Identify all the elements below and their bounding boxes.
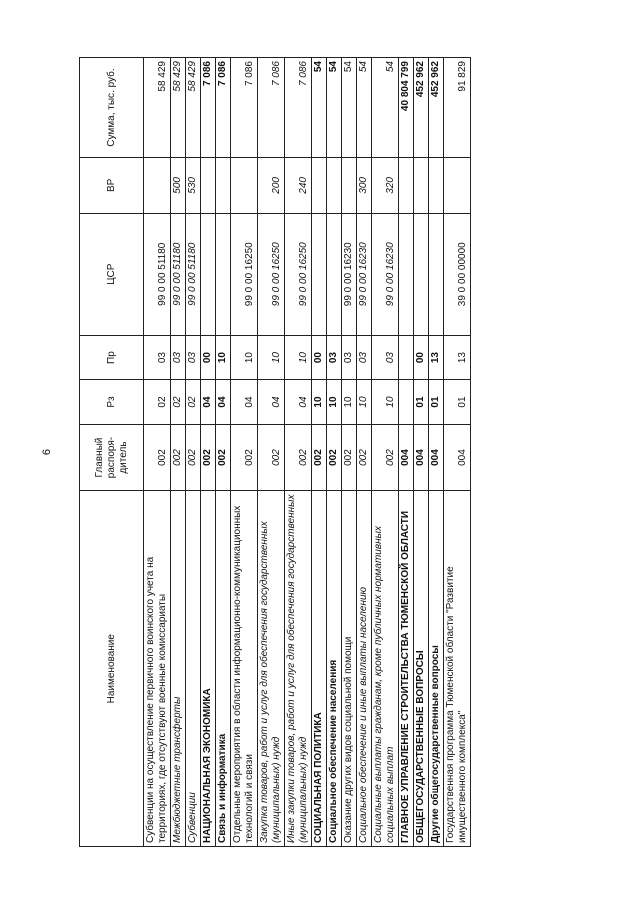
table-row [312, 58, 327, 847]
cell-name: Другие общегосударственные вопросы [429, 491, 444, 847]
cell-grbs: 002 [327, 424, 342, 491]
table-row [201, 58, 216, 847]
cell-pr: 03 [357, 335, 372, 379]
cell-csr [312, 213, 327, 335]
table-row [399, 58, 414, 847]
cell-csr: 99 0 00 16230 [357, 213, 372, 335]
cell-csr: 99 0 00 51180 [144, 213, 171, 335]
cell-sum: 91 829 [444, 58, 471, 158]
table-row [342, 58, 357, 847]
cell-rz: 10 [372, 380, 399, 424]
table-body [144, 58, 471, 847]
cell-pr: 10 [285, 335, 312, 379]
cell-name: Иные закупки товаров, работ и услуг для обеспечения государственных (муниципальных) нужд [285, 491, 312, 847]
cell-rz: 02 [144, 380, 171, 424]
cell-name: Закупка товаров, работ и услуг для обеспечения государственных (муниципальных) нужд [258, 491, 285, 847]
cell-name: НАЦИОНАЛЬНАЯ ЭКОНОМИКА [201, 491, 216, 847]
cell-rz: 10 [312, 380, 327, 424]
cell-vr: 200 [258, 158, 285, 214]
cell-rz: 04 [285, 380, 312, 424]
cell-rz: 01 [444, 380, 471, 424]
cell-csr: 99 0 00 16250 [285, 213, 312, 335]
col-header-csr: ЦСР [80, 213, 144, 335]
cell-sum: 7 086 [285, 58, 312, 158]
cell-vr [231, 158, 258, 214]
cell-grbs: 002 [216, 424, 231, 491]
cell-rz: 04 [201, 380, 216, 424]
cell-name: ОБЩЕГОСУДАРСТВЕННЫЕ ВОПРОСЫ [414, 491, 429, 847]
cell-vr: 240 [285, 158, 312, 214]
cell-grbs: 002 [258, 424, 285, 491]
table-row [444, 58, 471, 847]
cell-csr [399, 213, 414, 335]
cell-sum: 452 962 [429, 58, 444, 158]
cell-sum: 58 429 [171, 58, 186, 158]
cell-pr: 03 [186, 335, 201, 379]
col-header-rz: Рз [80, 380, 144, 424]
cell-pr [399, 335, 414, 379]
cell-sum: 7 086 [216, 58, 231, 158]
cell-name: Социальное обеспечение и иные выплаты населению [357, 491, 372, 847]
cell-name: Субвенции [186, 491, 201, 847]
cell-rz: 10 [342, 380, 357, 424]
cell-grbs: 002 [372, 424, 399, 491]
cell-csr [429, 213, 444, 335]
cell-vr: 320 [372, 158, 399, 214]
table-row [171, 58, 186, 847]
rotated-table-container [79, 57, 606, 847]
cell-pr: 10 [258, 335, 285, 379]
cell-rz: 10 [357, 380, 372, 424]
table-row [216, 58, 231, 847]
col-header-name: Наименование [80, 491, 144, 847]
cell-name: Государственная программа Тюменской области "Развитие имущественного комплекса" [444, 491, 471, 847]
table-row [285, 58, 312, 847]
cell-csr: 99 0 00 16230 [372, 213, 399, 335]
cell-sum: 7 086 [231, 58, 258, 158]
cell-csr: 99 0 00 51180 [186, 213, 201, 335]
cell-sum: 58 429 [144, 58, 171, 158]
cell-name: Социальные выплаты гражданам, кроме публичных нормативных социальных выплат [372, 491, 399, 847]
cell-sum: 452 962 [414, 58, 429, 158]
cell-grbs: 002 [285, 424, 312, 491]
table-row [186, 58, 201, 847]
cell-name: Социальное обеспечение населения [327, 491, 342, 847]
cell-sum: 54 [372, 58, 399, 158]
cell-vr [444, 158, 471, 214]
cell-sum: 54 [312, 58, 327, 158]
cell-pr: 03 [342, 335, 357, 379]
cell-vr: 300 [357, 158, 372, 214]
cell-name: Оказание других видов социальной помощи [342, 491, 357, 847]
cell-rz: 10 [327, 380, 342, 424]
cell-csr: 99 0 00 16230 [342, 213, 357, 335]
table-row [231, 58, 258, 847]
cell-vr [399, 158, 414, 214]
cell-csr [327, 213, 342, 335]
cell-grbs: 004 [444, 424, 471, 491]
cell-vr [414, 158, 429, 214]
cell-sum: 40 804 799 [399, 58, 414, 158]
table-row [144, 58, 171, 847]
cell-rz [399, 380, 414, 424]
cell-grbs: 002 [357, 424, 372, 491]
cell-csr [216, 213, 231, 335]
cell-rz: 04 [231, 380, 258, 424]
cell-vr: 500 [171, 158, 186, 214]
cell-grbs: 002 [201, 424, 216, 491]
cell-vr [327, 158, 342, 214]
cell-sum: 54 [327, 58, 342, 158]
cell-pr: 03 [372, 335, 399, 379]
table-row [414, 58, 429, 847]
cell-pr: 00 [201, 335, 216, 379]
header-row [80, 58, 144, 847]
cell-sum: 54 [357, 58, 372, 158]
cell-csr: 99 0 00 16250 [258, 213, 285, 335]
cell-name: Межбюджетные трансферты [171, 491, 186, 847]
cell-vr: 530 [186, 158, 201, 214]
col-header-grbs: Главный распоря-дитель [80, 424, 144, 491]
cell-vr [201, 158, 216, 214]
cell-name: СОЦИАЛЬНАЯ ПОЛИТИКА [312, 491, 327, 847]
cell-pr: 03 [144, 335, 171, 379]
cell-name: Отдельные мероприятия в области информационно-коммуникационных технологий и связи [231, 491, 258, 847]
col-header-sum: Сумма, тыс. руб. [80, 58, 144, 158]
cell-pr: 10 [231, 335, 258, 379]
cell-pr: 13 [429, 335, 444, 379]
cell-csr: 99 0 00 16250 [231, 213, 258, 335]
cell-sum: 7 086 [258, 58, 285, 158]
cell-rz: 01 [414, 380, 429, 424]
cell-csr [201, 213, 216, 335]
table-row [258, 58, 285, 847]
cell-grbs: 002 [231, 424, 258, 491]
cell-vr [429, 158, 444, 214]
page-number: 6 [41, 448, 54, 456]
cell-rz: 02 [186, 380, 201, 424]
cell-grbs: 004 [399, 424, 414, 491]
cell-grbs: 002 [342, 424, 357, 491]
cell-vr [312, 158, 327, 214]
budget-table [79, 57, 471, 847]
cell-pr: 03 [171, 335, 186, 379]
table-row [372, 58, 399, 847]
cell-csr: 39 0 00 00000 [444, 213, 471, 335]
cell-csr [414, 213, 429, 335]
cell-grbs: 004 [414, 424, 429, 491]
cell-rz: 04 [216, 380, 231, 424]
col-header-vr: ВР [80, 158, 144, 214]
cell-pr: 00 [414, 335, 429, 379]
cell-pr: 13 [444, 335, 471, 379]
table-row [357, 58, 372, 847]
cell-sum: 58 429 [186, 58, 201, 158]
table-row [429, 58, 444, 847]
cell-pr: 03 [327, 335, 342, 379]
cell-grbs: 002 [186, 424, 201, 491]
cell-grbs: 002 [144, 424, 171, 491]
cell-name: Связь и информатика [216, 491, 231, 847]
cell-pr: 10 [216, 335, 231, 379]
cell-sum: 7 086 [201, 58, 216, 158]
cell-name: ГЛАВНОЕ УПРАВЛЕНИЕ СТРОИТЕЛЬСТВА ТЮМЕНСКОЙ ОБЛАСТИ [399, 491, 414, 847]
cell-vr [144, 158, 171, 214]
cell-name: Субвенции на осуществление первичного воинского учета на территориях, где отсутствуют военные комиссариаты [144, 491, 171, 847]
cell-rz: 01 [429, 380, 444, 424]
cell-grbs: 004 [429, 424, 444, 491]
cell-rz: 04 [258, 380, 285, 424]
col-header-pr: Пр [80, 335, 144, 379]
cell-grbs: 002 [171, 424, 186, 491]
cell-grbs: 002 [312, 424, 327, 491]
cell-csr: 99 0 00 51180 [171, 213, 186, 335]
cell-rz: 02 [171, 380, 186, 424]
cell-vr [216, 158, 231, 214]
table-row [327, 58, 342, 847]
cell-vr [342, 158, 357, 214]
cell-sum: 54 [342, 58, 357, 158]
cell-pr: 00 [312, 335, 327, 379]
